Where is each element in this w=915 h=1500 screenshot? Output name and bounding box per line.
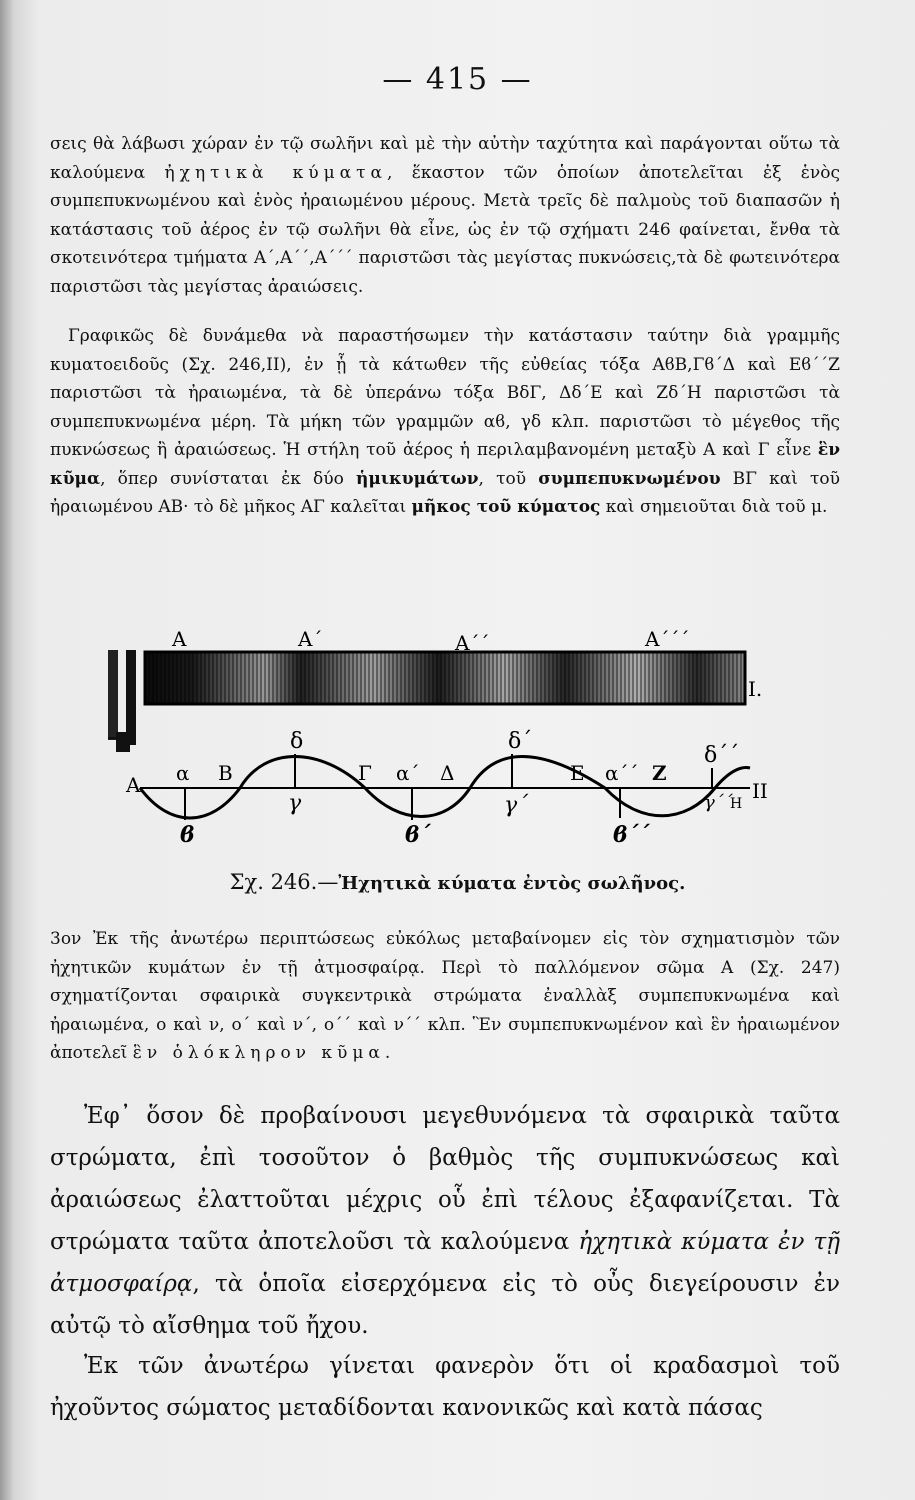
- label-A-triple-prime: Α΄΄΄: [645, 627, 690, 651]
- wave-label-Delta: Δ: [440, 761, 455, 785]
- paragraph-3-text-a: 3ον Ἐκ τῆς ἀνωτέρω περιπτώσεως εὐκόλως μεταβαίνομεν εἰς τὸν σχηματισμὸν τῶν ἠχητικῶν κυμάτων ἐν τῇ ἀτμοσφαίρᾳ. Περὶ τὸ παλλόμενον σῶμα Α (Σχ. 247) σχηματίζονται σφαιρικὰ συγκεντρικὰ στρώματα ἐναλλὰξ συμπεπυκνωμένα καὶ ἠραιωμένα, ο καὶ ν, ο΄ καὶ ν΄, ο΄΄ καὶ ν΄΄ κλπ. Ἓν συμπεπυκνωμένον καὶ ἓν ἠραιωμένον ἀποτελεῖ: [50, 929, 840, 1063]
- paragraph-4: [50, 1095, 840, 1347]
- emphasis-whole-wave: ἓν ὁλόκληρον κῦμα: [132, 1043, 385, 1063]
- paragraph-4-text-c: , τὰ ὁποῖα εἰσερχόμενα εἰς τὸ οὖς διεγείρουσιν ἐν αὐτῷ τὸ αἴσθημα τοῦ ἤχου.: [50, 1271, 840, 1339]
- wave-label-alpha: α: [176, 761, 190, 785]
- paragraph-3-text-c: .: [384, 1043, 391, 1063]
- emphasis-compressed: συμπεπυκνωμένου: [538, 468, 721, 489]
- row-label-I: I.: [748, 677, 763, 701]
- wave-label-gamma: γ: [288, 791, 302, 816]
- wave-label-B: Β: [218, 761, 233, 785]
- paragraph-2-text-i: καὶ σημειοῦται διὰ τοῦ μ.: [600, 497, 828, 517]
- tube-illustration: [145, 652, 745, 704]
- wave-label-gamma-prime: γ΄: [504, 793, 529, 818]
- paragraph-2-text-c: , ὅπερ συνίσταται ἐκ δύο: [100, 468, 357, 489]
- row-label-II: II: [752, 779, 768, 803]
- wave-label-beta-prime: ϐ΄: [405, 822, 431, 848]
- emphasis-half-waves: ἡμικυμάτων: [356, 468, 479, 489]
- paragraph-1: [50, 130, 840, 301]
- wave-label-delta-double-prime: δ΄΄: [704, 743, 740, 768]
- figure-caption: [0, 870, 915, 894]
- caption-title: Ἠχητικὰ κύματα ἐντὸς σωλῆνος.: [338, 873, 686, 894]
- wave-label-Gamma: Γ: [358, 761, 372, 785]
- wave-label-Z: Ζ: [652, 761, 667, 785]
- emphasis-one-wave: ἓν κῦμα: [50, 440, 840, 489]
- paragraph-2: [50, 322, 840, 522]
- wave-label-alpha-double-prime: α΄΄: [605, 761, 639, 785]
- tuning-fork-icon: [108, 650, 136, 752]
- label-A-double-prime: Α΄΄: [455, 631, 490, 655]
- wave-label-gamma-double-prime: γ΄΄: [704, 792, 733, 813]
- paragraph-2-text-e: , τοῦ: [478, 468, 539, 489]
- wave-label-alpha-prime: α΄: [396, 761, 420, 785]
- wave-label-H: Η: [730, 796, 743, 812]
- paragraph-1-text-c: , ἕκαστον τῶν ὁποίων ἀποτελεῖται ἐξ ἑνὸς συμπεπυκνωμένου καὶ ἑνὸς ἠραιωμένου μέρους. Μετὰ τρεῖς δὲ παλμοὺς τοῦ διαπασῶν ἡ κατάστασις τοῦ ἀέρος ἐν τῷ σωλῆνι θὰ εἶνε, ὡς ἐν τῷ σχήματι 246 φαίνεται, ἔνθα τὰ σκοτεινότερα τμήματα Α΄,Α΄΄,Α΄΄΄ παριστῶσι τὰς μεγίστας πυκνώσεις,τὰ δὲ φωτεινότερα παριστῶσι τὰς μεγίστας ἀραιώσεις.: [50, 162, 840, 297]
- wave-label-beta-double-prime: ϐ΄΄: [613, 822, 650, 848]
- caption-prefix: Σχ. 246.—: [229, 870, 339, 894]
- label-A: Α: [172, 627, 187, 651]
- wave-label-E: Ε: [570, 761, 585, 785]
- paragraph-1-text-a: σεις θὰ λάβωσι χώραν ἐν τῷ σωλῆνι καὶ μὲ τὴν αὐτὴν ταχύτητα καὶ παράγονται οὕτω τὰ καλούμενα: [50, 134, 840, 183]
- emphasis-sound-waves: ἠχητικὰ κύματα: [164, 162, 388, 183]
- wave-label-delta-prime: δ΄: [508, 729, 533, 754]
- label-A-prime: Α΄: [298, 627, 323, 651]
- emphasis-wavelength: μῆκος τοῦ κύματος: [411, 497, 601, 517]
- paragraph-4-text-a: Ἐφ᾽ ὅσον δὲ προβαίνουσι μεγεθυνόμενα τὰ σφαιρικὰ ταῦτα στρώματα, ἐπὶ τοσοῦτον ὁ βαθμὸς τῆς συμπυκνώσεως καὶ ἀραιώσεως ἐλαττοῦται μέχρις οὗ ἐπὶ τέλους ἐξαφανίζεται. Τὰ στρώματα ταῦτα ἀποτελοῦσι τὰ καλούμενα: [50, 1103, 840, 1255]
- paragraph-5-text-a: Ἐκ τῶν ἀνωτέρω γίνεται φανερὸν ὅτι οἱ κραδασμοὶ τοῦ ἠχοῦντος σώματος μεταδίδονται κανονικῶς καὶ κατὰ πάσας: [50, 1353, 840, 1421]
- paragraph-3: [50, 925, 840, 1068]
- emphasis-sound-waves-atmosphere: ἠχητικὰ κύματα ἐν τῇ ἀτμοσφαίρᾳ: [50, 1229, 840, 1297]
- paragraph-5: [50, 1345, 840, 1429]
- paragraph-2-text-g: ΒΓ καὶ τοῦ ἠραιωμένου ΑΒ· τὸ δὲ μῆκος ΑΓ καλεῖται: [50, 468, 841, 517]
- wave-label-delta: δ: [290, 729, 304, 754]
- page-number: — 415 —: [382, 62, 533, 97]
- wave-label-beta: ϐ: [180, 822, 195, 848]
- wave-label-A: Α: [126, 773, 141, 797]
- paragraph-2-text-a: Γραφικῶς δὲ δυνάμεθα νὰ παραστήσωμεν τὴν κατάστασιν ταύτην διὰ γραμμῆς κυματοειδοῦς (Σχ. 246,II), ἐν ᾗ τὰ κάτωθεν τῆς εὐθείας τόξα ΑϐΒ,Γϐ΄Δ καὶ Εϐ΄΄Ζ παριστῶσι τὰ ἠραιωμένα, τὰ δὲ ὑπεράνω τόξα ΒδΓ, Δδ΄Ε καὶ Ζδ΄Η παριστῶσι τὰ συμπεπυκνωμένα μέρη. Τὰ μήκη τῶν γραμμῶν αϐ, γδ κλπ. παριστῶσι τὸ μέγεθος τῆς πυκνώσεως ἢ ἀραιώσεως. Ἡ στήλη τοῦ ἀέρος ἡ περιλαμβανομένη μεταξὺ Α καὶ Γ εἶνε: [50, 326, 840, 460]
- figure-246-sound-waves-diagram: [100, 620, 800, 860]
